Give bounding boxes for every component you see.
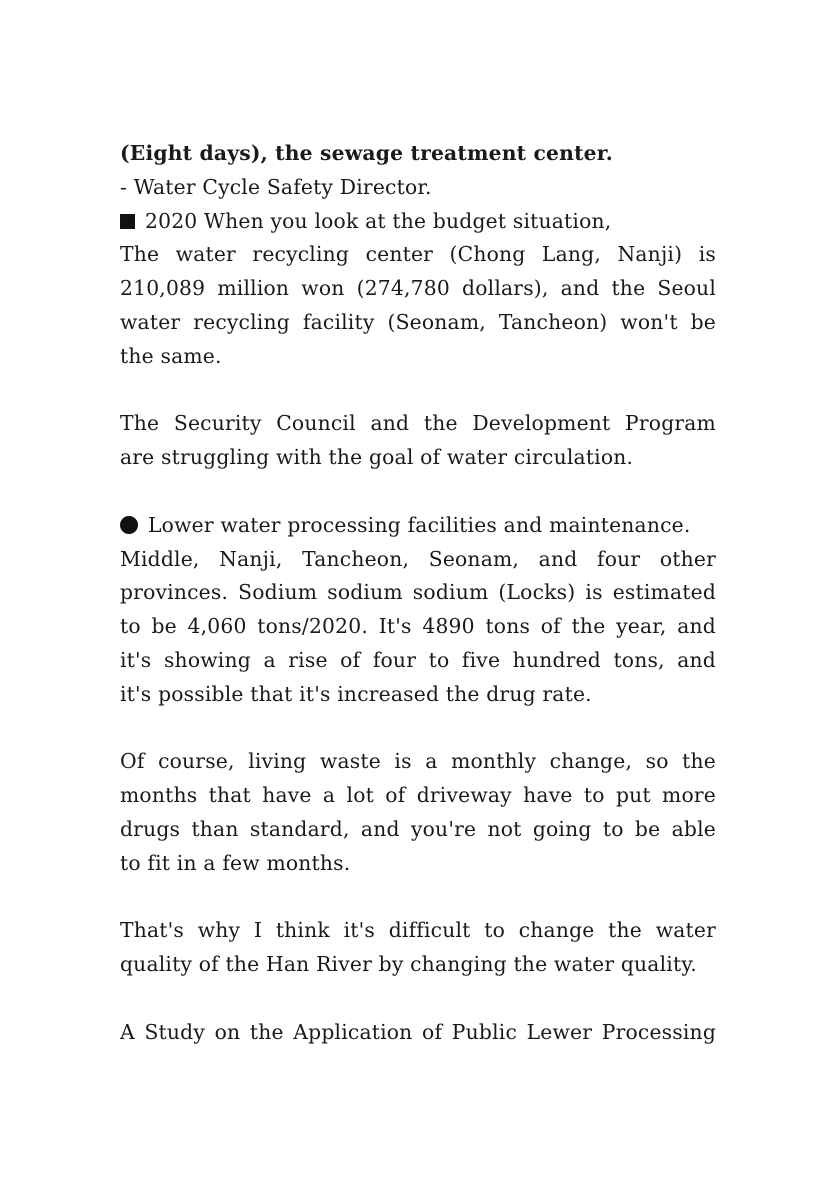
paragraph-line: to fit in a few months. [120, 850, 351, 875]
paragraph-line: That's why I think it's difficult to change the water [120, 918, 716, 943]
blank-line [120, 982, 716, 1016]
paragraph-line: months that have a lot of driveway have to put more [120, 783, 716, 808]
subheading: - Water Cycle Safety Director. [120, 174, 432, 199]
paragraph-line: provinces. Sodium sodium sodium (Locks) is estimated [120, 580, 716, 605]
paragraph-line: it's showing a rise of four to five hundred tons, and [120, 647, 716, 672]
blank-line [120, 374, 716, 408]
blank-line [120, 881, 716, 915]
paragraph-line: are struggling with the goal of water circulation. [120, 445, 634, 470]
facilities-intro-text: Lower water processing facilities and maintenance. [148, 512, 691, 537]
paragraph-line: A Study on the Application of Public Lewer Processing [120, 1019, 716, 1044]
paragraph-line: to be 4,060 tons/2020. It's 4890 tons of the year, and [120, 614, 716, 639]
paragraph-line: Middle, Nanji, Tancheon, Seonam, and four other [120, 546, 716, 571]
paragraph-line: 210,089 million won (274,780 dollars), and the Seoul [120, 276, 716, 301]
paragraph-line: drugs than standard, and you're not going to be able [120, 816, 716, 841]
paragraph-line: water recycling facility (Seonam, Tancheon) won't be [120, 309, 716, 334]
paragraph-line: The water recycling center (Chong Lang, Nanji) is [120, 242, 716, 267]
facilities-intro [120, 509, 716, 543]
square-bullet-icon [120, 214, 135, 229]
blank-line [120, 475, 716, 509]
budget-intro [120, 205, 716, 239]
paragraph-line: quality of the Han River by changing the water quality. [120, 952, 697, 977]
document-page [120, 137, 716, 1050]
blank-line [120, 712, 716, 746]
circle-bullet-icon [120, 516, 138, 534]
budget-intro-text: 2020 When you look at the budget situation, [145, 208, 612, 233]
paragraph-line: The Security Council and the Development Program [120, 411, 716, 436]
paragraph-line: Of course, living waste is a monthly change, so the [120, 749, 716, 774]
paragraph-line: it's possible that it's increased the drug rate. [120, 681, 592, 706]
paragraph-line: the same. [120, 343, 222, 368]
heading: (Eight days), the sewage treatment center. [120, 141, 614, 165]
